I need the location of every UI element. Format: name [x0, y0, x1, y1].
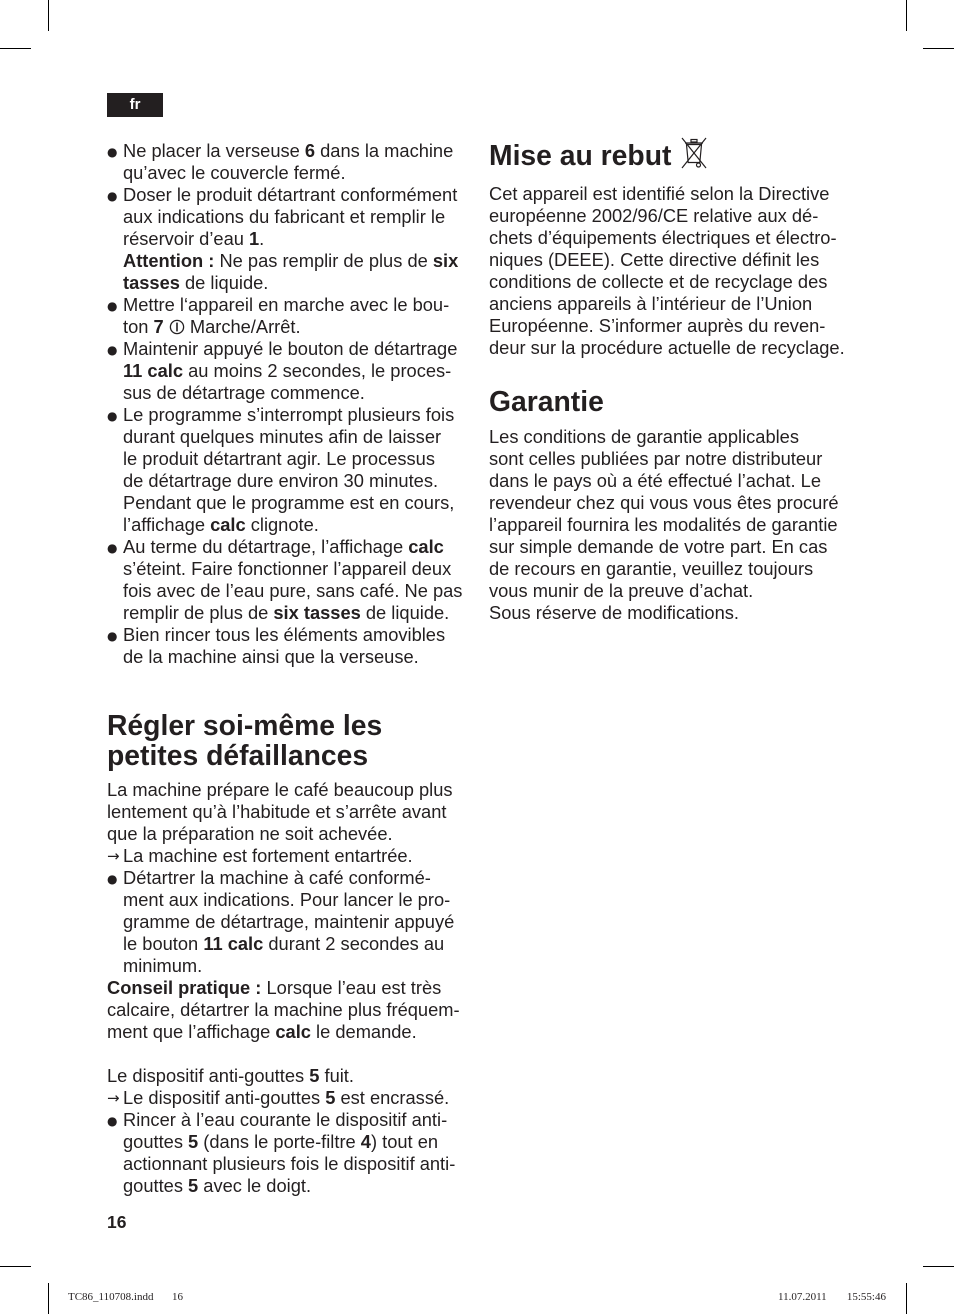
text-line — [107, 867, 469, 889]
text-run: (dans le porte-filtre — [198, 1131, 361, 1152]
text-line — [107, 184, 469, 206]
text-line — [107, 140, 469, 162]
text-line — [107, 889, 469, 911]
text-run: minimum. — [123, 955, 203, 976]
text-run: gramme de détartrage, maintenir appuyé — [123, 911, 455, 932]
text-run: au moins 2 secondes, le proces- — [183, 360, 452, 381]
arrow-marker: → — [107, 847, 120, 865]
bold-text: 11 calc — [123, 360, 183, 381]
text-run: fois avec de l’eau pure, sans café. Ne pas — [123, 580, 463, 601]
text-line — [489, 315, 851, 337]
text-line — [489, 514, 851, 536]
text-line — [107, 338, 469, 360]
text-run: durant 2 secondes au — [263, 933, 445, 954]
text-run: remplir de plus de — [123, 602, 274, 623]
text-line — [107, 558, 469, 580]
bold-text: six — [432, 250, 459, 271]
disposal-title: Mise au rebut — [489, 139, 672, 171]
footer-date: 11.07.2011 — [778, 1291, 827, 1303]
text-line — [107, 1043, 469, 1065]
troubleshooting-section — [107, 779, 469, 1197]
text-run: ton — [123, 316, 154, 337]
bullet-item — [107, 624, 469, 668]
bullet-marker: ● — [107, 409, 118, 423]
text-line — [489, 536, 851, 558]
arrow-item — [107, 1087, 469, 1109]
bullet-marker: ● — [107, 1114, 118, 1128]
text-line — [107, 1021, 469, 1043]
text-run: Européenne. S’informer auprès du reven- — [489, 315, 826, 336]
text-run: niques (DEEE). Cette directive définit les — [489, 249, 820, 270]
crossed-out-bin-icon — [680, 136, 708, 175]
text-run: sont celles publiées par notre distributeur — [489, 448, 823, 469]
bold-text: 4 — [360, 1131, 371, 1152]
text-line — [107, 1109, 469, 1131]
text-run: sus de détartrage commence. — [123, 382, 365, 403]
text-run: dans la machine — [315, 140, 454, 161]
text-line — [489, 183, 851, 205]
paragraph — [489, 183, 851, 359]
bullet-item — [107, 1109, 469, 1197]
text-run: gouttes — [123, 1175, 189, 1196]
text-line — [107, 162, 469, 184]
text-line — [107, 779, 469, 801]
bullet-marker: ● — [107, 343, 118, 357]
text-run: Au terme du détartrage, l’affichage — [123, 536, 409, 557]
text-run: de détartrage dure environ 30 minutes. — [123, 470, 439, 491]
text-run: Maintenir appuyé le bouton de détartrage — [123, 338, 458, 359]
footer-file-name: TC86_110708.indd — [68, 1291, 154, 1303]
paragraph — [107, 779, 469, 845]
text-line — [107, 977, 469, 999]
bullet-marker: ● — [107, 145, 118, 159]
text-run: Bien rincer tous les éléments amovibles — [123, 624, 446, 645]
text-run: Marche/Arrêt. — [184, 316, 301, 337]
text-line — [107, 955, 469, 977]
warranty-text — [489, 426, 851, 624]
text-run: conditions de collecte et de recyclage des — [489, 271, 828, 292]
text-run: avec le doigt. — [198, 1175, 312, 1196]
text-run: Lorsque l’eau est très — [261, 977, 442, 998]
language-tab: fr — [107, 93, 163, 117]
text-run: l’appareil fournira les modalités de garantie — [489, 514, 838, 535]
text-run: de liquide. — [179, 272, 269, 293]
text-line — [107, 492, 469, 514]
crop-mark-bottom-right-vertical — [906, 1283, 907, 1314]
text-line — [107, 823, 469, 845]
text-line — [107, 845, 469, 867]
text-line — [107, 514, 469, 536]
text-line — [107, 228, 469, 250]
text-run: La machine prépare le café beaucoup plus — [107, 779, 453, 800]
text-run: l’affichage — [123, 514, 211, 535]
bold-text: 5 — [188, 1175, 199, 1196]
text-run: lentement qu’à l’habitude et s’arrête avant — [107, 801, 447, 822]
text-run: Les conditions de garantie applicables — [489, 426, 799, 447]
text-run: Pendant que le programme est en cours, — [123, 492, 455, 513]
bold-text: six tasses — [273, 602, 361, 623]
text-line — [107, 448, 469, 470]
text-run: Détartrer la machine à café conformé- — [123, 867, 431, 888]
text-line — [107, 999, 469, 1021]
text-run: durant quelques minutes afin de laisser — [123, 426, 442, 447]
text-run: fuit. — [319, 1065, 354, 1086]
text-line — [107, 426, 469, 448]
bullet-item — [107, 536, 469, 624]
power-icon — [169, 319, 185, 335]
text-run: Sous réserve de modifications. — [489, 602, 739, 623]
bullet-marker: ● — [107, 189, 118, 203]
text-line — [489, 205, 851, 227]
text-run: Cet appareil est identifié selon la Directive — [489, 183, 830, 204]
text-run: réservoir d’eau — [123, 228, 249, 249]
crop-mark-top-right-horizontal — [923, 48, 954, 49]
text-line — [489, 470, 851, 492]
bullet-marker: ● — [107, 872, 118, 886]
paragraph — [489, 426, 851, 624]
text-run: vous munir de la preuve d’achat. — [489, 580, 754, 601]
text-line — [107, 382, 469, 404]
text-run: Mettre l‘appareil en marche avec le bou- — [123, 294, 450, 315]
bold-text: Attention : — [123, 250, 215, 271]
crop-mark-bottom-right-horizontal — [923, 1266, 954, 1267]
bold-text: Conseil pratique : — [107, 977, 262, 998]
bold-text: 5 — [188, 1131, 199, 1152]
crop-mark-bottom-left-horizontal — [0, 1266, 31, 1267]
text-run: Doser le produit détartrant conformément — [123, 184, 458, 205]
text-run: de recours en garantie, veuillez toujours — [489, 558, 814, 579]
text-run: s’éteint. Faire fonctionner l’appareil deux — [123, 558, 452, 579]
bullet-item — [107, 294, 469, 338]
text-run: le demande. — [310, 1021, 417, 1042]
paragraph — [107, 1043, 469, 1065]
text-run: sur simple demande de votre part. En cas — [489, 536, 828, 557]
bold-text: 6 — [304, 140, 316, 161]
text-line — [107, 360, 469, 382]
text-run: le bouton — [123, 933, 204, 954]
text-run: ment aux indications. Pour lancer le pro- — [123, 889, 451, 910]
paragraph — [107, 977, 469, 1043]
bold-text: 5 — [309, 1065, 320, 1086]
text-run: que la préparation ne soit achevée. — [107, 823, 393, 844]
crop-mark-top-left-horizontal — [0, 48, 31, 49]
crop-mark-top-left-vertical — [48, 0, 49, 31]
text-line — [107, 580, 469, 602]
arrow-item — [107, 845, 469, 867]
bullet-item — [107, 338, 469, 404]
footer-file-page: 16 — [172, 1291, 183, 1303]
bullet-marker: ● — [107, 629, 118, 643]
text-line — [489, 602, 851, 624]
text-run: La machine est fortement entartrée. — [123, 845, 413, 866]
text-run: de liquide. — [360, 602, 450, 623]
text-line — [489, 558, 851, 580]
text-line — [107, 1153, 469, 1175]
text-run: aux indications du fabricant et remplir le — [123, 206, 446, 227]
bold-text: tasses — [123, 272, 180, 293]
text-line — [107, 911, 469, 933]
arrow-marker: → — [107, 1089, 120, 1107]
text-line — [107, 272, 469, 294]
bold-text: calc — [408, 536, 444, 557]
text-line — [489, 492, 851, 514]
page-number: 16 — [107, 1212, 127, 1232]
bullet-marker: ● — [107, 299, 118, 313]
bold-text: calc — [275, 1021, 311, 1042]
disposal-heading — [489, 140, 851, 170]
text-line — [489, 580, 851, 602]
text-line — [489, 337, 851, 359]
text-line — [107, 801, 469, 823]
crop-mark-top-right-vertical — [906, 0, 907, 31]
text-run: est encrassé. — [335, 1087, 450, 1108]
text-line — [489, 249, 851, 271]
text-run: deur sur la procédure actuelle de recyclage. — [489, 337, 845, 358]
text-run: calcaire, détartrer la machine plus fréquem- — [107, 999, 460, 1020]
text-line — [107, 206, 469, 228]
text-run: chets d’équipements électriques et électro- — [489, 227, 837, 248]
crop-mark-bottom-left-vertical — [48, 1283, 49, 1314]
text-run: qu’avec le couvercle fermé. — [123, 162, 346, 183]
heading-line: petites défaillances — [107, 739, 369, 771]
bullet-item — [107, 184, 469, 294]
text-line — [107, 602, 469, 624]
crossed-out-bin-graphic — [680, 136, 708, 170]
text-run: Ne pas remplir de plus de — [214, 250, 433, 271]
footer-time: 15:55:46 — [846, 1291, 886, 1303]
text-line — [107, 250, 469, 272]
text-line — [489, 227, 851, 249]
bullet-item — [107, 404, 469, 536]
text-run: dans le pays où a été effectué l’achat. Le — [489, 470, 822, 491]
text-run: clignote. — [245, 514, 319, 535]
text-run: de la machine ainsi que la verseuse. — [123, 646, 419, 667]
text-run: anciens appareils à l’intérieur de l’Union — [489, 293, 813, 314]
text-run: le produit détartrant agir. Le processus — [123, 448, 435, 469]
text-run: Ne placer la verseuse — [123, 140, 305, 161]
text-line — [107, 470, 469, 492]
text-run: . — [259, 228, 265, 249]
paragraph — [107, 1065, 469, 1087]
text-run: Le dispositif anti-gouttes — [107, 1065, 310, 1086]
text-run: ) tout en — [370, 1131, 439, 1152]
text-line — [489, 293, 851, 315]
text-run: Le dispositif anti-gouttes — [123, 1087, 326, 1108]
text-line — [107, 294, 469, 316]
text-line — [107, 1087, 469, 1109]
text-run: Rincer à l’eau courante le dispositif anti- — [123, 1109, 448, 1130]
bullet-marker: ● — [107, 541, 118, 555]
bullet-item — [107, 140, 469, 184]
descaling-steps — [107, 140, 469, 668]
text-line — [107, 404, 469, 426]
bold-text: calc — [210, 514, 246, 535]
text-line — [107, 1175, 469, 1197]
text-run: actionnant plusieurs fois le dispositif anti- — [123, 1153, 456, 1174]
warranty-heading: Garantie — [489, 385, 604, 417]
text-line — [107, 646, 469, 668]
text-run: européenne 2002/96/CE relative aux dé- — [489, 205, 819, 226]
bullet-item — [107, 867, 469, 977]
text-line — [489, 271, 851, 293]
text-line — [107, 316, 469, 338]
text-run: revendeur chez qui vous vous êtes procuré — [489, 492, 839, 513]
troubleshooting-heading — [107, 710, 469, 770]
bold-text: 7 — [153, 316, 164, 337]
text-line — [107, 624, 469, 646]
text-line — [489, 426, 851, 448]
text-run: Le programme s’interrompt plusieurs fois — [123, 404, 455, 425]
bold-text: 1 — [249, 228, 260, 249]
text-line — [107, 536, 469, 558]
disposal-text — [489, 183, 851, 359]
heading-line: Régler soi-même les — [107, 709, 383, 741]
text-run: ment que l’affichage — [107, 1021, 276, 1042]
power-graphic — [169, 319, 185, 335]
bold-text: 11 calc — [203, 933, 264, 954]
text-line — [107, 1131, 469, 1153]
bold-text: 5 — [325, 1087, 336, 1108]
text-line — [107, 933, 469, 955]
text-line — [107, 1065, 469, 1087]
text-line — [489, 448, 851, 470]
text-run: gouttes — [123, 1131, 189, 1152]
